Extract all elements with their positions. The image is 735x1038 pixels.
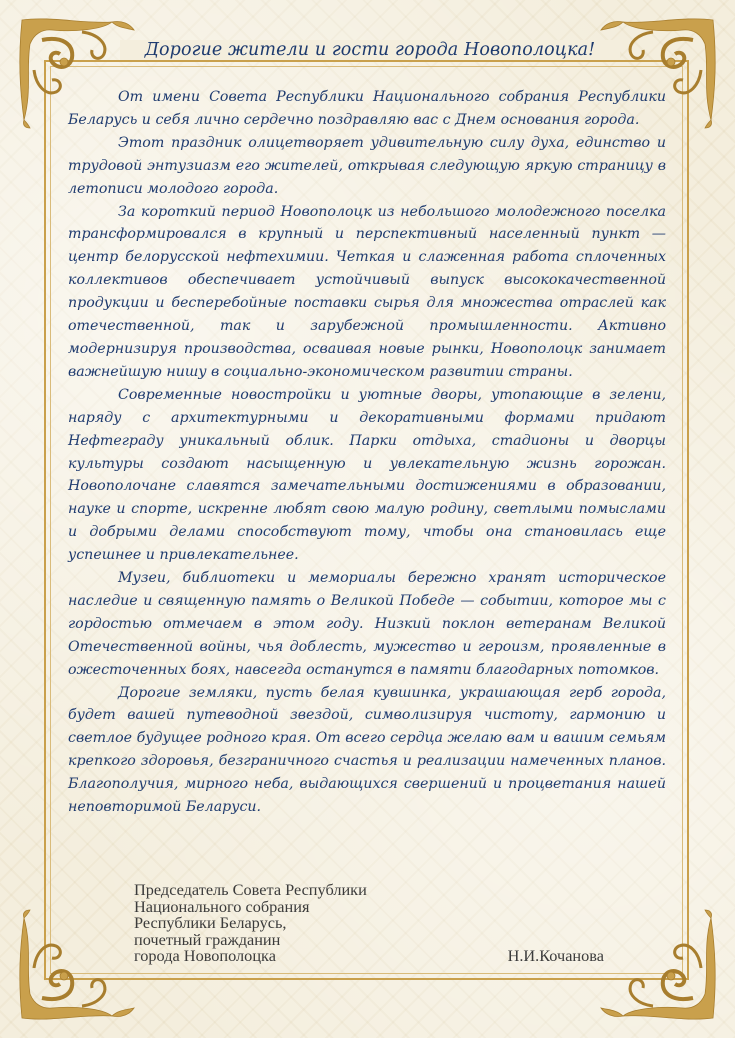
signature-title-line: города Новополоцка — [134, 946, 276, 966]
paragraph: Дорогие земляки, пусть белая кувшинка, украшающая герб города, будет вашей путеводной звездой, символизируя чистоту, гармонию и светлое будущее родного края. От всего сердца желаю вам и вашим семьям крепкого здоровья, безграничного счастья и реализации намеченных планов. Благополучия, мирного неба, выдающихся свершений и процветания нашей неповторимой Беларуси. — [68, 684, 666, 816]
signatory-name: Н.И.Кочанова — [507, 946, 604, 966]
corner-ornament-icon — [12, 908, 142, 1028]
scroll-ornament-icon — [593, 908, 723, 1028]
paragraph: От имени Совета Республики Национального собрания Республики Беларусь и себя лично сердечно поздравляю вас с Днем основания города. — [68, 89, 666, 128]
signature-title-line: почетный гражданин — [134, 929, 281, 949]
corner-ornament-icon — [593, 908, 723, 1028]
signature-title-line: Национального собрания — [134, 896, 310, 916]
paragraph: Этот праздник олицетворяет удивительную силу духа, единство и трудовой энтузиазм его жителей, открывая следующую яркую страницу в летописи молодого города. — [68, 134, 666, 197]
signature-block — [134, 882, 604, 965]
letter-title: Дорогие жители и гости города Новополоцка! — [120, 40, 620, 60]
letter-body — [68, 86, 666, 819]
paragraph: За короткий период Новополоцк из небольшого молодежного поселка трансформировался в крупный и перспективный населенный пункт — центр белорусской нефтехимии. Четкая и слаженная работа сплоченных коллективов обеспечивает устойчивый выпуск высококачественной продукции и бесперебойные поставки сырья для множества отраслей как отечественной, так и зарубежной промышленности. Активно модернизируя производства, осваивая новые рынки, Новополоцк занимает важнейшую нишу в социально-экономическом развитии страны. — [68, 203, 666, 380]
signature-title-line: Республики Беларусь, — [134, 913, 287, 933]
paragraph: Музеи, библиотеки и мемориалы бережно хранят историческое наследие и священную память о Великой Победе — событии, которое мы с гордостью отмечаем в этом году. Низкий поклон ветеранам Великой Отечественной войны, чья доблесть, мужество и героизм, проявленные в ожесточенных боях, навсегда останутся в памяти благодарных потомков. — [68, 570, 666, 678]
paragraph: Современные новостройки и уютные дворы, утопающие в зелени, наряду с архитектурными и декоративными формами придают Нефтеграду уникальный облик. Парки отдыха, стадионы и дворцы культуры создают насыщенную и увлекательную жизнь горожан. Новополочане славятся замечательными достижениями в образовании, науке и спорте, искренне любят свою малую родину, светлыми помыслами и добрыми делами способствуют тому, чтобы она становилась еще успешнее и привлекательнее. — [68, 386, 666, 564]
scroll-ornament-icon — [12, 908, 142, 1028]
signature-title-line: Председатель Совета Республики — [134, 880, 367, 899]
